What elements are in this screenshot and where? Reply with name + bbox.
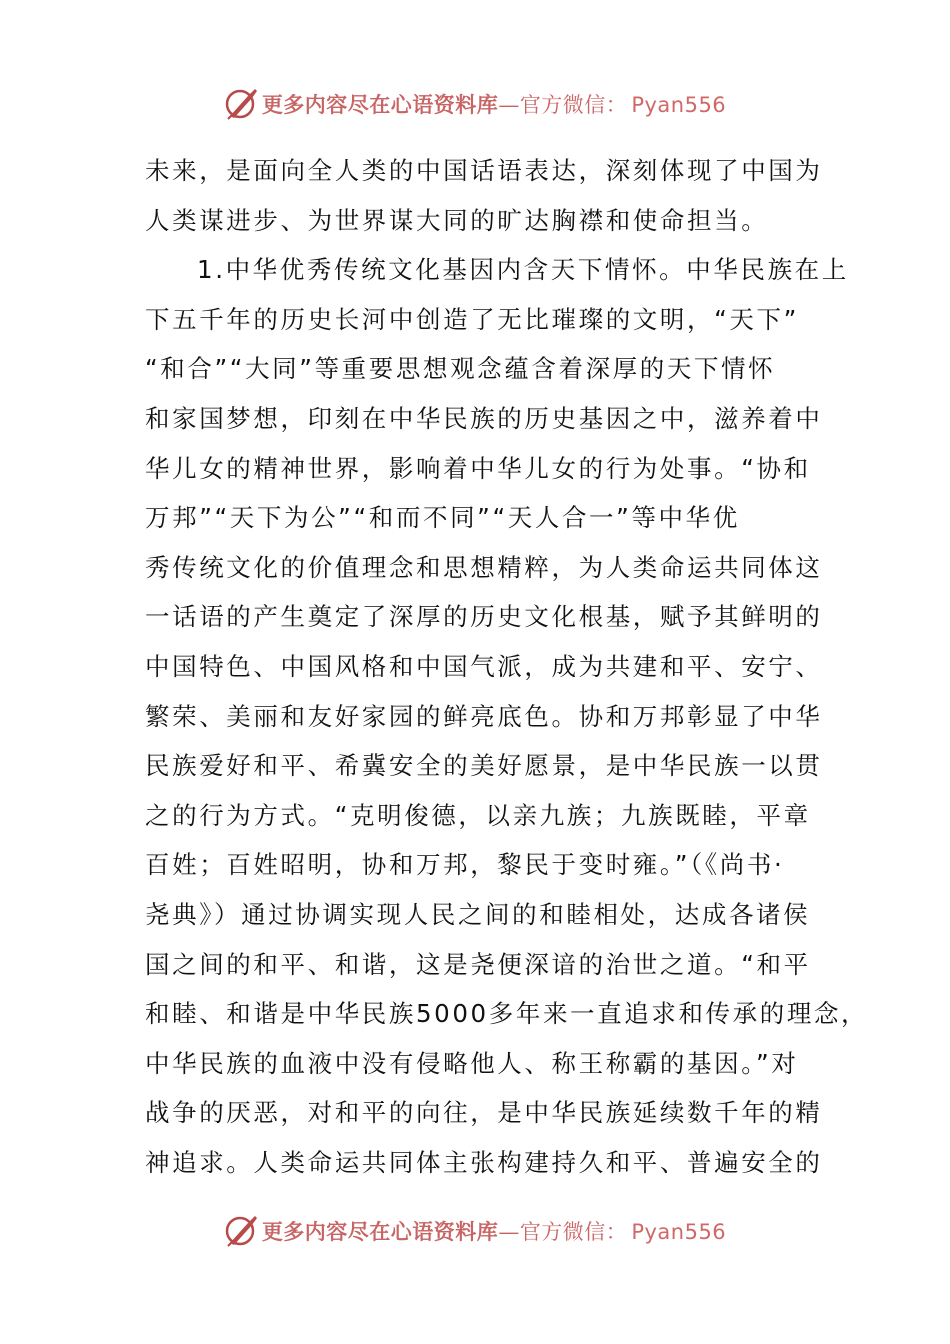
watermark-separator: — <box>498 1220 520 1244</box>
text-line: 中国特色、中国风格和中国气派，成为共建和平、安宁、 <box>145 651 823 681</box>
text-line: 繁荣、美丽和友好家园的鲜亮底色。协和万邦彰显了中华 <box>145 701 823 731</box>
watermark-footer <box>0 1211 950 1251</box>
text-line: 尧典》）通过协调实现人民之间的和睦相处，达成各诸侯 <box>145 899 811 929</box>
watermark-header <box>0 84 950 124</box>
watermark-label: 官方微信： <box>519 1220 628 1244</box>
text-line: 和家国梦想，印刻在中华民族的历史基因之中，滋养着中 <box>145 403 823 433</box>
document-body <box>145 146 869 1187</box>
text-line: 国之间的和平、和谐，这是尧便深谙的治世之道。“和平 <box>145 949 811 979</box>
text-line: 神追求。人类命运共同体主张构建持久和平、普遍安全的 <box>145 1147 823 1177</box>
text-line: 万邦”“天下为公”“和而不同”“天人合一”等中华优 <box>145 503 740 533</box>
watermark-banner <box>262 1216 726 1246</box>
text-line: 和睦、和谐是中华民族5000多年来一直追求和传承的理念， <box>145 999 869 1029</box>
text-line: “和合”“大同”等重要思想观念蕴含着深厚的天下情怀 <box>145 354 776 384</box>
text-line: 华儿女的精神世界，影响着中华儿女的行为处事。“协和 <box>145 453 811 483</box>
watermark-banner <box>262 89 726 119</box>
text-line: 之的行为方式。“克明俊德，以亲九族；九族既睦，平章 <box>145 800 811 830</box>
text-line: 未来，是面向全人类的中国话语表达，深刻体现了中国为 <box>145 156 823 185</box>
watermark-wechat-id: Pyan556 <box>631 1220 727 1244</box>
text-line: 秀传统文化的价值理念和思想精粹，为人类命运共同体这 <box>145 552 823 582</box>
text-line: 民族爱好和平、希冀安全的美好愿景，是中华民族一以贯 <box>145 751 823 781</box>
watermark-label: 官方微信： <box>519 93 628 117</box>
watermark-separator: — <box>498 93 520 117</box>
pen-logo-icon <box>224 1213 260 1249</box>
text-line: 一话语的产生奠定了深厚的历史文化根基，赋予其鲜明的 <box>145 602 823 632</box>
text-line: 百姓；百姓昭明，协和万邦，黎民于变时雍。”（《尚书· <box>145 850 785 880</box>
text-line: 人类谋进步、为世界谋大同的旷达胸襟和使命担当。 <box>145 205 769 235</box>
watermark-main-text: 更多内容尽在心语资料库 <box>261 92 499 117</box>
watermark-main-text: 更多内容尽在心语资料库 <box>261 1219 499 1244</box>
text-line: 1.中华优秀传统文化基因内含天下情怀。中华民族在上 <box>197 255 849 285</box>
text-line: 下五千年的历史长河中创造了无比璀璨的文明，“天下” <box>145 304 799 334</box>
pen-logo-icon <box>224 86 260 122</box>
text-line: 战争的厌恶，对和平的向往，是中华民族延续数千年的精 <box>145 1098 823 1128</box>
watermark-wechat-id: Pyan556 <box>631 93 727 117</box>
text-line: 中华民族的血液中没有侵略他人、称王称霸的基因。”对 <box>145 1048 799 1078</box>
